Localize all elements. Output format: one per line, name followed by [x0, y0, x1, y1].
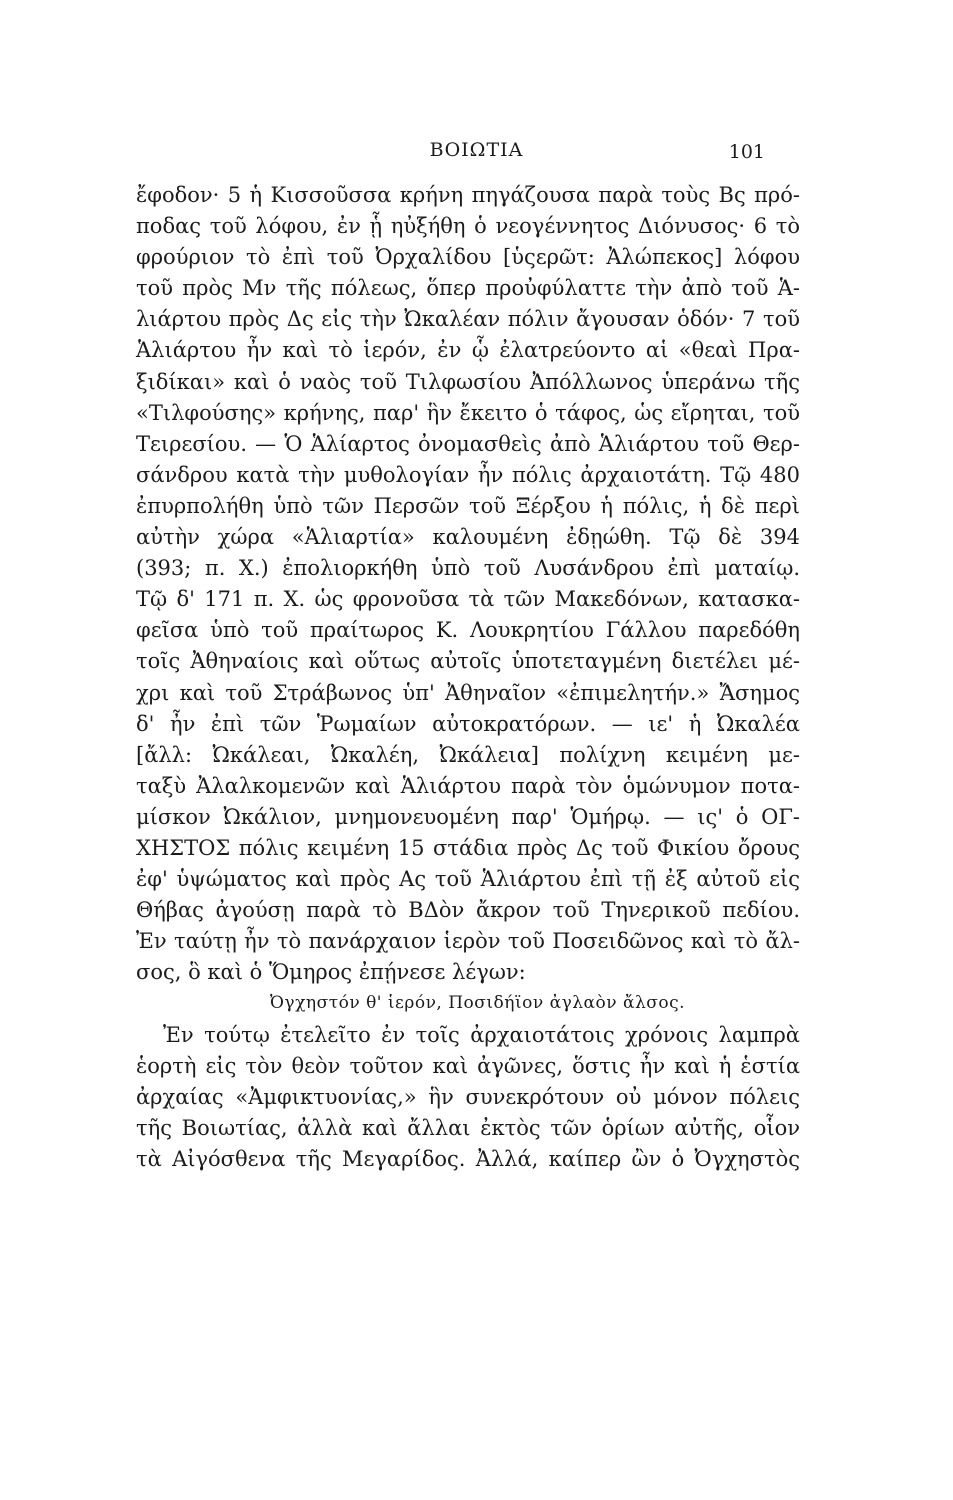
text-line: ἐφ' ὑψώματος καὶ πρὸς Ας τοῦ Ἁλιάρτου ἐπὶ τῇ ἐξ αὐτοῦ εἰς — [136, 867, 800, 892]
text-line: Θήβας ἀγούσῃ παρὰ τὸ ΒΔὸν ἄκρον τοῦ Τηνερικοῦ πεδίου. — [136, 898, 800, 923]
text-line: σάνδρου κατὰ τὴν μυθολογίαν ἦν πόλις ἀρχαιοτάτη. Τῷ 480 — [136, 462, 800, 487]
body-text — [136, 180, 800, 1175]
text-line: Τῷ δ' 171 π. Χ. ὡς φρονοῦσα τὰ τῶν Μακεδόνων, κατασκα- — [136, 587, 800, 612]
text-line: ἐπυρπολήθη ὑπὸ τῶν Περσῶν τοῦ Ξέρξου ἡ πόλις, ἡ δὲ περὶ — [136, 493, 800, 518]
page-number: 101 — [728, 141, 765, 163]
text-line: Ἐν ταύτῃ ἦν τὸ πανάρχαιον ἱερὸν τοῦ Ποσειδῶνος καὶ τὸ ἄλ- — [136, 929, 800, 954]
text-line: ξιδίκαι» καὶ ὁ ναὸς τοῦ Τιλφωσίου Ἀπόλλωνος ὑπεράνω τῆς — [136, 369, 800, 394]
text-line: ΧΗΣΤΟΣ πόλις κειμένη 15 στάδια πρὸς Δς τοῦ Φικίου ὄρους — [136, 835, 800, 860]
text-line: σος, ὃ καὶ ὁ Ὅμηρος ἐπῄνεσε λέγων: — [136, 960, 526, 985]
running-head — [0, 139, 953, 169]
text-line: Ἁλιάρτου ἦν καὶ τὸ ἱερόν, ἐν ᾧ ἐλατρεύοντο αἱ «θεαὶ Πρα- — [136, 338, 800, 363]
text-line: ταξὺ Ἀλαλκομενῶν καὶ Ἁλιάρτου παρὰ τὸν ὁμώνυμον ποτα- — [136, 773, 800, 798]
paragraph-1 — [136, 180, 800, 988]
text-line: Τειρεσίου. — Ὁ Ἁλίαρτος ὀνομασθεὶς ἀπὸ Ἁλιάρτου τοῦ Θερ- — [136, 431, 800, 456]
text-line: (393; π. Χ.) ἐπολιορκήθη ὑπὸ τοῦ Λυσάνδρου ἐπὶ ματαίῳ. — [136, 556, 800, 581]
text-line: Ἐν τούτῳ ἐτελεῖτο ἐν τοῖς ἀρχαιοτάτοις χρόνοις λαμπρὰ — [163, 1022, 800, 1047]
text-line: τοῖς Ἀθηναίοις καὶ οὕτως αὐτοῖς ὑποτεταγμένη διετέλει μέ- — [136, 649, 800, 674]
text-line: τὰ Αἰγόσθενα τῆς Μεγαρίδος. Ἀλλά, καίπερ ὢν ὁ Ὀγχηστὸς — [136, 1146, 800, 1171]
text-line: «Τιλφούσης» κρήνης, παρ' ἣν ἔκειτο ὁ τάφος, ὡς εἴρηται, τοῦ — [136, 400, 800, 425]
text-line: λιάρτου πρὸς Δς εἰς τὴν Ὠκαλέαν πόλιν ἄγουσαν ὁδόν· 7 τοῦ — [136, 307, 800, 332]
verse-quote: Ὀγχηστόν θ' ἱερόν, Ποσιδήϊον ἀγλαὸν ἄλσος. — [270, 993, 685, 1014]
text-line: χρι καὶ τοῦ Στράβωνος ὑπ' Ἀθηναῖον «ἐπιμελητήν.» Ἄσημος — [136, 680, 800, 705]
text-line: ἀρχαίας «Ἀμφικτυονίας,» ἣν συνεκρότουν οὐ μόνον πόλεις — [136, 1084, 800, 1109]
text-line: φεῖσα ὑπὸ τοῦ πραίτωρος Κ. Λουκρητίου Γάλλου παρεδόθη — [136, 618, 800, 643]
text-line: [ἄλλ: Ὠκάλεαι, Ὠκαλέη, Ὠκάλεια] πολίχνη κειμένη με- — [136, 742, 800, 767]
text-line: αὐτὴν χώρα «Ἁλιαρτία» καλουμένη ἐδῃώθη. Τῷ δὲ 394 — [136, 525, 800, 550]
running-title: ΒΟΙΩΤΙΑ — [429, 139, 524, 161]
text-line: φρούριον τὸ ἐπὶ τοῦ Ὀρχαλίδου [ὑςερῶτ: Ἀλώπεκος] λόφου — [136, 245, 800, 270]
text-line: τοῦ πρὸς Μν τῆς πόλεως, ὅπερ προὐφύλαττε τὴν ἀπὸ τοῦ Ἁ- — [136, 276, 800, 301]
text-line: μίσκον Ὠκάλιον, μνημονευομένη παρ' Ὁμήρῳ. — ις' ὁ ΟΓ- — [136, 804, 800, 829]
text-line: ποδας τοῦ λόφου, ἐν ᾗ ηὐξήθη ὁ νεογέννητος Διόνυσος· 6 τὸ — [136, 214, 800, 239]
paragraph-2 — [136, 1020, 800, 1175]
text-line: ἑορτὴ εἰς τὸν θεὸν τοῦτον καὶ ἀγῶνες, ὅστις ἦν καὶ ἡ ἑστία — [136, 1053, 800, 1078]
text-line: τῆς Βοιωτίας, ἀλλὰ καὶ ἄλλαι ἐκτὸς τῶν ὁρίων αὐτῆς, οἷον — [136, 1115, 800, 1140]
text-line: δ' ἦν ἐπὶ τῶν Ῥωμαίων αὐτοκρατόρων. — ιε' ἡ Ὠκαλέα — [136, 711, 800, 736]
text-line: ἔφοδον· 5 ἡ Κισσοῦσσα κρήνη πηγάζουσα παρὰ τοὺς Βς πρό- — [136, 183, 800, 207]
